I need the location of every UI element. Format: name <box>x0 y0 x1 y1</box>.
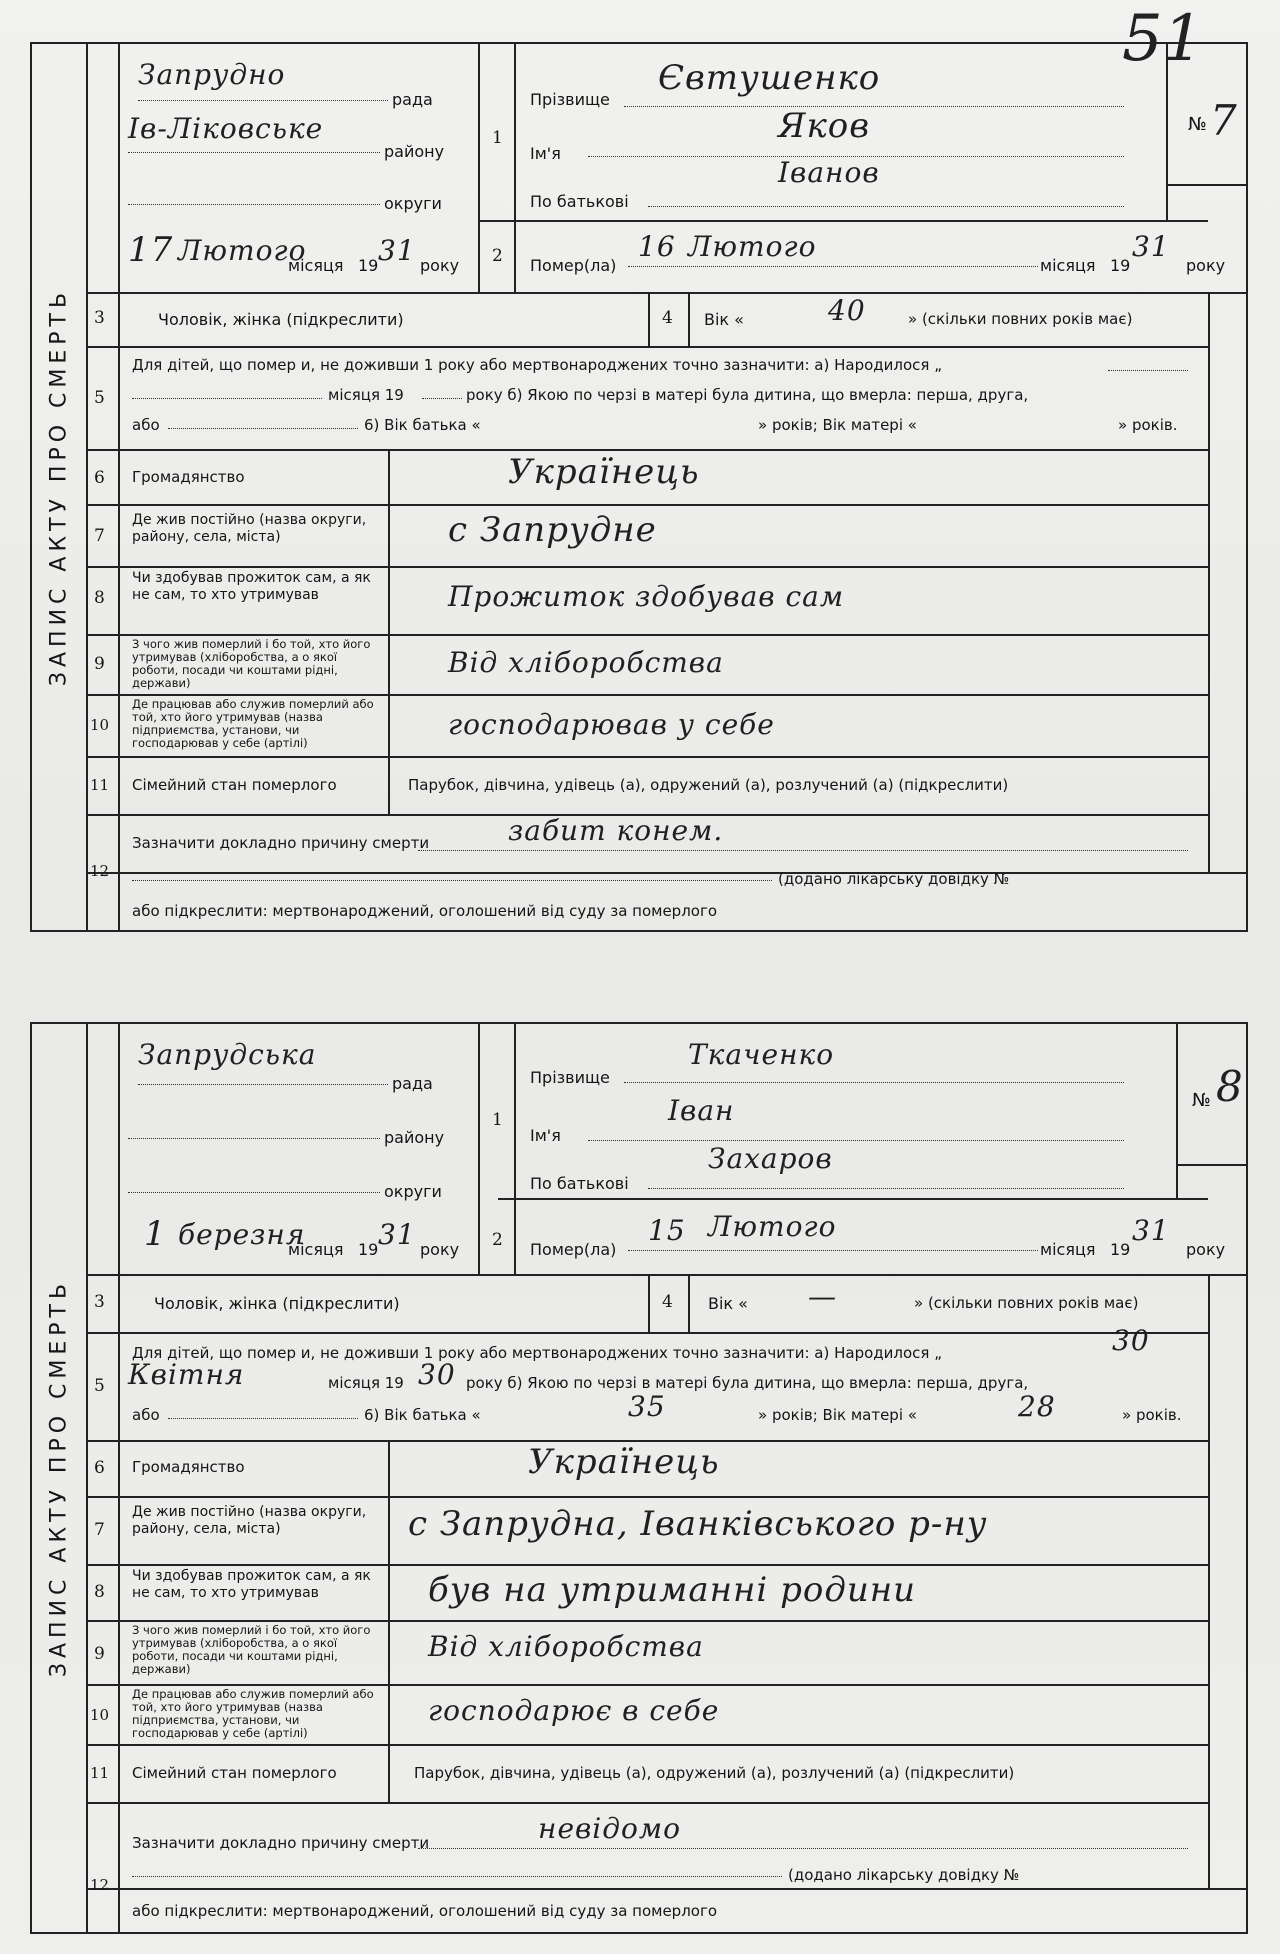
sex-label: Чоловік, жінка (підкреслити) <box>158 310 404 329</box>
stillborn-label: або підкреслити: мертвонароджений, оголошений від суду за померлого <box>132 1902 718 1920</box>
surname-label: Прізвище <box>530 90 610 109</box>
surname-value: Ткаченко <box>688 1038 835 1071</box>
side-title-box <box>30 42 88 932</box>
livelihood-value: Прожиток здобував сам <box>448 580 845 613</box>
row-number: 7 <box>94 1520 105 1540</box>
death-month: Лютого <box>708 1210 837 1243</box>
row-number: 12 <box>90 862 110 880</box>
row-number: 8 <box>94 588 105 608</box>
name-label: Ім'я <box>530 1126 561 1145</box>
record-frame <box>88 1022 1248 1934</box>
death-month: Лютого <box>688 230 817 263</box>
mother-age: 28 <box>1018 1390 1056 1423</box>
death-day: 15 <box>648 1214 686 1247</box>
row-number: 4 <box>662 308 673 328</box>
name-value: Іван <box>668 1094 735 1127</box>
child-text-5: 6) Вік батька « <box>364 416 481 434</box>
reg-day: 17 <box>128 230 174 270</box>
residence-value: с Запрудна, Іванківського р-ну <box>408 1504 988 1544</box>
child-text-1: Для дітей, що помер и, не доживши 1 року або мертвонароджених точно зазначити: а) Народилося „ <box>132 1344 942 1362</box>
row-number: 9 <box>94 1644 105 1664</box>
month-label: місяця <box>1040 256 1096 275</box>
age-suffix: » (скільки повних років має) <box>914 1294 1139 1312</box>
residence-label: Де жив постійно (назва округи, району, села, міста) <box>132 1504 367 1537</box>
reg-month: Лютого <box>178 234 307 267</box>
cause-value: забит конем. <box>508 814 724 847</box>
name-value: Яков <box>778 106 871 146</box>
child-born-month: Квітня <box>128 1358 245 1391</box>
reg-year: 31 <box>378 1218 416 1251</box>
row-number: 11 <box>90 1764 110 1782</box>
death-day: 16 <box>638 230 676 263</box>
year-label: року <box>420 1240 460 1259</box>
rayon-value: Ів-Ліковське <box>128 112 324 145</box>
citizenship-value: Українець <box>528 1442 720 1482</box>
row-number: 6 <box>94 1458 105 1478</box>
death-year: 31 <box>1132 230 1170 263</box>
child-text-7: » років. <box>1122 1406 1182 1424</box>
certificate-label: (додано лікарську довідку № <box>788 1866 1020 1884</box>
residence-value: с Запрудне <box>448 510 657 550</box>
patronymic-value: Іванов <box>778 156 880 189</box>
citizenship-label: Громадянство <box>132 468 245 486</box>
name-label: Ім'я <box>530 144 561 163</box>
stillborn-label: або підкреслити: мертвонароджений, оголошений від суду за померлого <box>132 902 718 920</box>
row-number: 12 <box>90 1876 110 1894</box>
row-number: 1 <box>492 1110 503 1130</box>
year-prefix: 19 <box>1110 256 1131 275</box>
citizenship-label: Громадянство <box>132 1458 245 1476</box>
workplace-value: господарює в себе <box>428 1694 720 1727</box>
row-number: 2 <box>492 246 503 266</box>
sex-label: Чоловік, жінка (підкреслити) <box>154 1294 400 1313</box>
year-label: року <box>1186 256 1226 275</box>
certificate-label: (додано лікарську довідку № <box>778 870 1010 888</box>
month-label: місяця <box>1040 1240 1096 1259</box>
side-title: ЗАПИС АКТУ ПРО СМЕРТЬ <box>46 1278 72 1678</box>
residence-label: Де жив постійно (назва округи, району, села, міста) <box>132 512 367 545</box>
child-text-6: » років; Вік матері « <box>758 416 917 434</box>
child-text-2: місяця 19 <box>328 386 404 404</box>
surname-value: Євтушенко <box>658 58 881 98</box>
livelihood-label: Чи здобував прожиток сам, а як не сам, то хто утримував <box>132 1568 371 1601</box>
death-year: 31 <box>1132 1214 1170 1247</box>
age-value: 40 <box>828 294 866 327</box>
source-value: Від хліборобства <box>428 1630 704 1663</box>
age-suffix: » (скільки повних років має) <box>908 310 1133 328</box>
rada-value: Запрудська <box>138 1038 317 1071</box>
month-label: місяця <box>288 256 344 275</box>
child-text-3: року б) Якою по черзі в матері була дитина, що вмерла: перша, друга, <box>466 1374 1029 1392</box>
died-label: Помер(ла) <box>530 256 617 275</box>
workplace-label: Де працював або служив померлий або той, хто його утримував (назва підприємства, установи, чи господарював у себе (артілі) <box>132 697 374 750</box>
side-title: ЗАПИС АКТУ ПРО СМЕРТЬ <box>46 287 72 687</box>
father-age: 35 <box>628 1390 666 1423</box>
workplace-value: господарював у себе <box>448 708 775 741</box>
reg-year: 31 <box>378 234 416 267</box>
cause-label: Зазначити докладно причину смерти <box>132 1834 430 1852</box>
citizenship-value: Українець <box>508 452 700 492</box>
rada-label: рада <box>392 90 433 109</box>
child-text-7: » років. <box>1118 416 1178 434</box>
row-number: 10 <box>90 1706 110 1724</box>
died-label: Помер(ла) <box>530 1240 617 1259</box>
month-label: місяця <box>288 1240 344 1259</box>
patronymic-label: По батькові <box>530 192 629 211</box>
marital-options: Парубок, дівчина, удівець (а), одружений (а), розлучений (а) (підкреслити) <box>414 1764 1015 1782</box>
age-value: — <box>808 1280 837 1313</box>
row-number: 6 <box>94 468 105 488</box>
child-text-2: місяця 19 <box>328 1374 404 1392</box>
row-number: 3 <box>94 1292 105 1312</box>
rayon-label: району <box>384 1128 445 1147</box>
child-text-3: року б) Якою по черзі в матері була дитина, що вмерла: перша, друга, <box>466 386 1029 404</box>
record-number-label: № <box>1192 1090 1211 1111</box>
side-title-box <box>30 1022 88 1934</box>
child-born-day: 30 <box>1112 1324 1150 1357</box>
child-text-4: або <box>132 416 160 434</box>
child-text-1: Для дітей, що помер и, не доживши 1 року або мертвонароджених точно зазначити: а) Народилося „ <box>132 356 942 374</box>
year-label: року <box>420 256 460 275</box>
death-record-2 <box>30 1022 1248 1934</box>
year-prefix: 19 <box>358 1240 379 1259</box>
record-frame <box>88 42 1248 932</box>
source-value: Від хліборобства <box>448 646 724 679</box>
corner-mark: 51 <box>1122 2 1204 76</box>
record-number: 7 <box>1210 96 1238 145</box>
patronymic-label: По батькові <box>530 1174 629 1193</box>
row-number: 3 <box>94 308 105 328</box>
year-prefix: 19 <box>1110 1240 1131 1259</box>
year-label: року <box>1186 1240 1226 1259</box>
record-number: 8 <box>1216 1062 1244 1111</box>
rayon-label: району <box>384 142 445 161</box>
row-number: 8 <box>94 1582 105 1602</box>
livelihood-label: Чи здобував прожиток сам, а як не сам, то хто утримував <box>132 570 371 603</box>
death-record-1 <box>30 2 1248 932</box>
row-number: 9 <box>94 654 105 674</box>
cause-value: невідомо <box>538 1812 681 1845</box>
okruha-label: округи <box>384 1182 442 1201</box>
livelihood-value: був на утриманні родини <box>428 1570 917 1610</box>
row-number: 5 <box>94 1376 105 1396</box>
age-label: Вік « <box>704 310 744 329</box>
workplace-label: Де працював або служив померлий або той, хто його утримував (назва підприємства, установи, чи господарював у себе (артілі) <box>132 1687 374 1740</box>
child-text-5: 6) Вік батька « <box>364 1406 481 1424</box>
row-number: 1 <box>492 128 503 148</box>
row-number: 4 <box>662 1292 673 1312</box>
marital-options: Парубок, дівчина, удівець (а), одружений (а), розлучений (а) (підкреслити) <box>408 776 1009 794</box>
child-born-year: 30 <box>418 1358 456 1391</box>
child-text-6: » років; Вік матері « <box>758 1406 917 1424</box>
rada-label: рада <box>392 1074 433 1093</box>
source-label: З чого жив померлий і бо той, хто його утримував (хліборобства, а о якої роботи, посади чи коштами рідні, держави) <box>132 1623 371 1676</box>
marital-label: Сімейний стан померлого <box>132 1764 337 1782</box>
row-number: 11 <box>90 776 110 794</box>
child-text-4: або <box>132 1406 160 1424</box>
row-number: 2 <box>492 1230 503 1250</box>
okruha-label: округи <box>384 194 442 213</box>
year-prefix: 19 <box>358 256 379 275</box>
rada-value: Запрудно <box>138 58 286 91</box>
surname-label: Прізвище <box>530 1068 610 1087</box>
reg-month: березня <box>178 1218 306 1251</box>
age-label: Вік « <box>708 1294 748 1313</box>
row-number: 7 <box>94 526 105 546</box>
reg-day: 1 <box>144 1214 167 1254</box>
row-number: 5 <box>94 388 105 408</box>
patronymic-value: Захаров <box>708 1142 833 1175</box>
marital-label: Сімейний стан померлого <box>132 776 337 794</box>
record-number-label: № <box>1188 114 1207 135</box>
cause-label: Зазначити докладно причину смерти <box>132 834 430 852</box>
source-label: З чого жив померлий і бо той, хто його утримував (хліборобства, а о якої роботи, посади чи коштами рідні, держави) <box>132 637 371 690</box>
row-number: 10 <box>90 716 110 734</box>
